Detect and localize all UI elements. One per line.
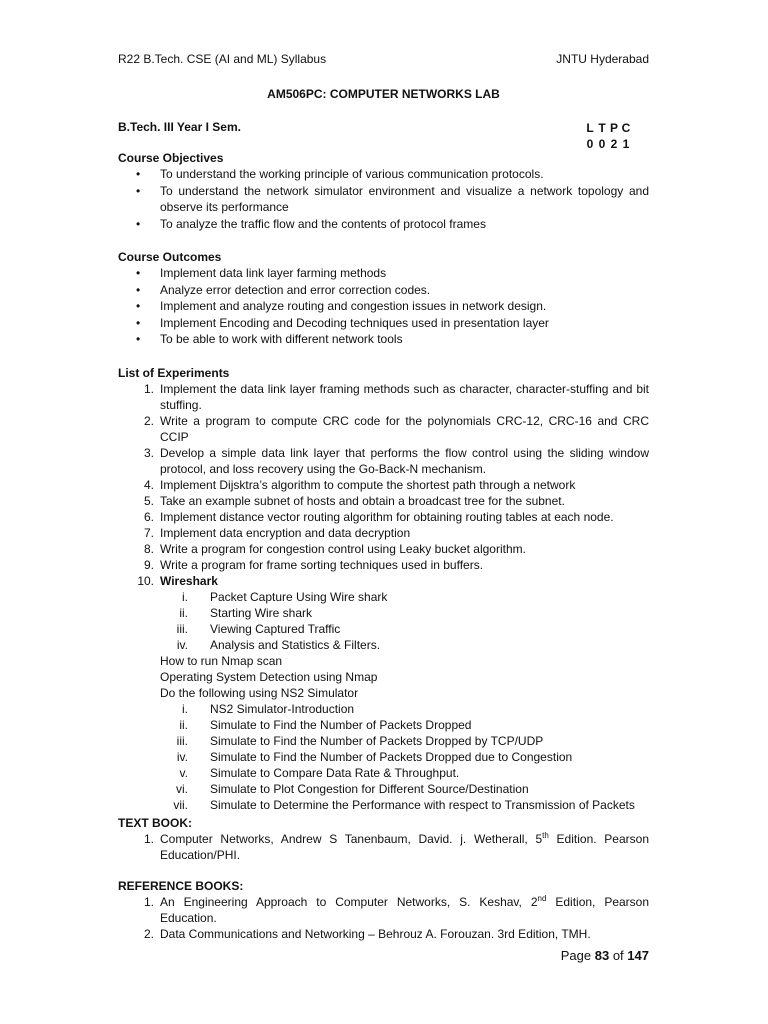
list-item xyxy=(118,605,649,621)
item-text: Packet Capture Using Wire shark xyxy=(210,590,388,604)
item-text: An Engineering Approach to Computer Networks, S. Keshav, 2 xyxy=(160,895,538,909)
list-item xyxy=(118,493,649,509)
list-item xyxy=(118,573,649,589)
list-item xyxy=(118,413,649,445)
item-number: vi. xyxy=(176,782,188,796)
list-item: • Implement data link layer farming methods xyxy=(118,265,649,282)
item-number: ii. xyxy=(179,606,188,620)
item-number: 9. xyxy=(143,558,154,572)
textbook-heading: TEXT BOOK: xyxy=(118,816,192,830)
list-item xyxy=(118,637,649,653)
item-text: NS2 Simulator-Introduction xyxy=(210,702,355,716)
superscript: nd xyxy=(537,894,547,903)
course-title: AM506PC: COMPUTER NETWORKS LAB xyxy=(267,87,500,101)
item-number: 8. xyxy=(143,542,154,556)
item-text: Simulate to Find the Number of Packets Dropped due to Congestion xyxy=(210,750,573,764)
ltpc-label: P xyxy=(609,121,618,135)
list-item: • To understand the network simulator environment and visualize a network topology and observe its performance xyxy=(118,183,649,216)
item-number: vii. xyxy=(173,798,188,812)
item-text: Simulate to Compare Data Rate & Throughput. xyxy=(210,766,460,780)
course-outcomes xyxy=(118,249,649,348)
item-text: Starting Wire shark xyxy=(210,606,313,620)
semester-label: B.Tech. III Year I Sem. xyxy=(118,120,241,134)
item-text: Simulate to Find the Number of Packets Dropped by TCP/UDP xyxy=(210,734,544,748)
page-number xyxy=(561,948,649,963)
ltpc-label: T xyxy=(598,121,606,135)
list-item xyxy=(118,541,649,557)
item-number: ii. xyxy=(179,718,188,732)
of-word: of xyxy=(612,948,624,963)
list-item xyxy=(118,926,649,942)
ltpc-label: C xyxy=(621,121,631,135)
list-item xyxy=(118,765,649,781)
list-item xyxy=(118,445,649,477)
item-number: 1. xyxy=(143,382,154,396)
current-page: 83 xyxy=(594,948,610,963)
item-number: iii. xyxy=(176,622,188,636)
list-item: • To understand the working principle of various communication protocols. xyxy=(118,166,649,183)
course-objectives xyxy=(118,150,649,232)
list-item: Operating System Detection using Nmap xyxy=(160,670,378,684)
item-number: i. xyxy=(182,702,188,716)
item-text: Implement distance vector routing algorithm for obtaining routing tables at each node. xyxy=(160,510,614,524)
list-item xyxy=(118,701,649,717)
wireshark-heading: Wireshark xyxy=(160,574,218,588)
reference-books xyxy=(118,878,649,942)
item-text: Simulate to Plot Congestion for Different Source/Destination xyxy=(210,782,529,796)
list-item: • Implement and analyze routing and congestion issues in network design. xyxy=(118,298,649,315)
list-item xyxy=(118,717,649,733)
item-number: 1. xyxy=(143,832,154,846)
item-text: Develop a simple data link layer that performs the flow control using the sliding window protocol, and loss recovery using the Go-Back-N mechanism. xyxy=(160,446,649,476)
list-item xyxy=(118,894,649,926)
text-book xyxy=(118,815,649,863)
item-number: 3. xyxy=(143,446,154,460)
item-text: Write a program for congestion control using Leaky bucket algorithm. xyxy=(160,542,526,556)
list-item xyxy=(118,621,649,637)
list-item: • To be able to work with different network tools xyxy=(118,331,649,348)
experiments-heading: List of Experiments xyxy=(118,366,230,380)
item-text: Simulate to Determine the Performance with respect to Transmission of Packets xyxy=(210,798,635,812)
superscript: th xyxy=(542,831,549,840)
item-text: Viewing Captured Traffic xyxy=(210,622,341,636)
item-number: iii. xyxy=(176,734,188,748)
item-number: 2. xyxy=(143,927,154,941)
outcomes-heading: Course Outcomes xyxy=(118,250,222,264)
ltpc-value: 2 xyxy=(610,137,618,151)
item-number: iv. xyxy=(176,750,188,764)
ltpc-table xyxy=(584,120,632,152)
item-text: Implement the data link layer framing methods such as character, character-stuffing and bit stuffing. xyxy=(160,382,649,412)
list-of-experiments xyxy=(118,365,649,813)
total-pages: 147 xyxy=(627,948,649,963)
syllabus-page xyxy=(118,0,649,1024)
item-number: iv. xyxy=(176,638,188,652)
list-item xyxy=(118,831,649,863)
item-text: Analysis and Statistics & Filters. xyxy=(210,638,381,652)
header-left: R22 B.Tech. CSE (AI and ML) Syllabus xyxy=(118,52,327,66)
item-number: 7. xyxy=(143,526,154,540)
list-item xyxy=(118,509,649,525)
item-text: Edition. Pearson Education/PHI. xyxy=(160,832,649,862)
list-item: • To analyze the traffic flow and the contents of protocol frames xyxy=(118,216,649,233)
ltpc-label: L xyxy=(586,121,594,135)
item-number: 2. xyxy=(143,414,154,428)
item-text: Implement Dijsktra’s algorithm to compute the shortest path through a network xyxy=(160,478,576,492)
list-item xyxy=(118,733,649,749)
ltpc-labels xyxy=(584,120,632,136)
page-word: Page xyxy=(560,948,592,963)
ltpc-value: 0 xyxy=(586,137,594,151)
objectives-heading: Course Objectives xyxy=(118,151,224,165)
item-number: i. xyxy=(182,590,188,604)
list-item xyxy=(118,381,649,413)
item-text: Take an example subnet of hosts and obtain a broadcast tree for the subnet. xyxy=(160,494,565,508)
item-text: Edition, Pearson Education. xyxy=(160,895,650,925)
ltpc-value: 1 xyxy=(622,137,630,151)
list-item: • Implement Encoding and Decoding techniques used in presentation layer xyxy=(118,315,649,332)
item-text: Write a program to compute CRC code for the polynomials CRC-12, CRC-16 and CRC CCIP xyxy=(160,414,649,444)
list-item xyxy=(118,525,649,541)
list-item xyxy=(118,557,649,573)
list-item: How to run Nmap scan xyxy=(160,654,283,668)
item-text: Implement data encryption and data decryption xyxy=(160,526,411,540)
page-header xyxy=(118,52,649,66)
list-item xyxy=(118,781,649,797)
item-text: Data Communications and Networking – Behrouz A. Forouzan. 3rd Edition, TMH. xyxy=(160,927,591,941)
header-right: JNTU Hyderabad xyxy=(556,52,649,66)
list-item xyxy=(118,589,649,605)
list-item xyxy=(118,477,649,493)
item-text: Write a program for frame sorting techniques used in buffers. xyxy=(160,558,484,572)
list-item: • Analyze error detection and error correction codes. xyxy=(118,282,649,299)
item-text: Simulate to Find the Number of Packets Dropped xyxy=(210,718,472,732)
references-heading: REFERENCE BOOKS: xyxy=(118,879,244,893)
item-number: 5. xyxy=(143,494,154,508)
item-number: v. xyxy=(179,766,188,780)
list-item xyxy=(118,749,649,765)
item-number: 10. xyxy=(137,574,154,588)
item-text: Computer Networks, Andrew S Tanenbaum, David. j. Wetherall, 5 xyxy=(160,832,543,846)
list-item: Do the following using NS2 Simulator xyxy=(160,686,359,700)
item-number: 1. xyxy=(143,895,154,909)
item-number: 4. xyxy=(143,478,154,492)
item-number: 6. xyxy=(143,510,154,524)
ltpc-value: 0 xyxy=(598,137,606,151)
list-item xyxy=(118,797,649,813)
